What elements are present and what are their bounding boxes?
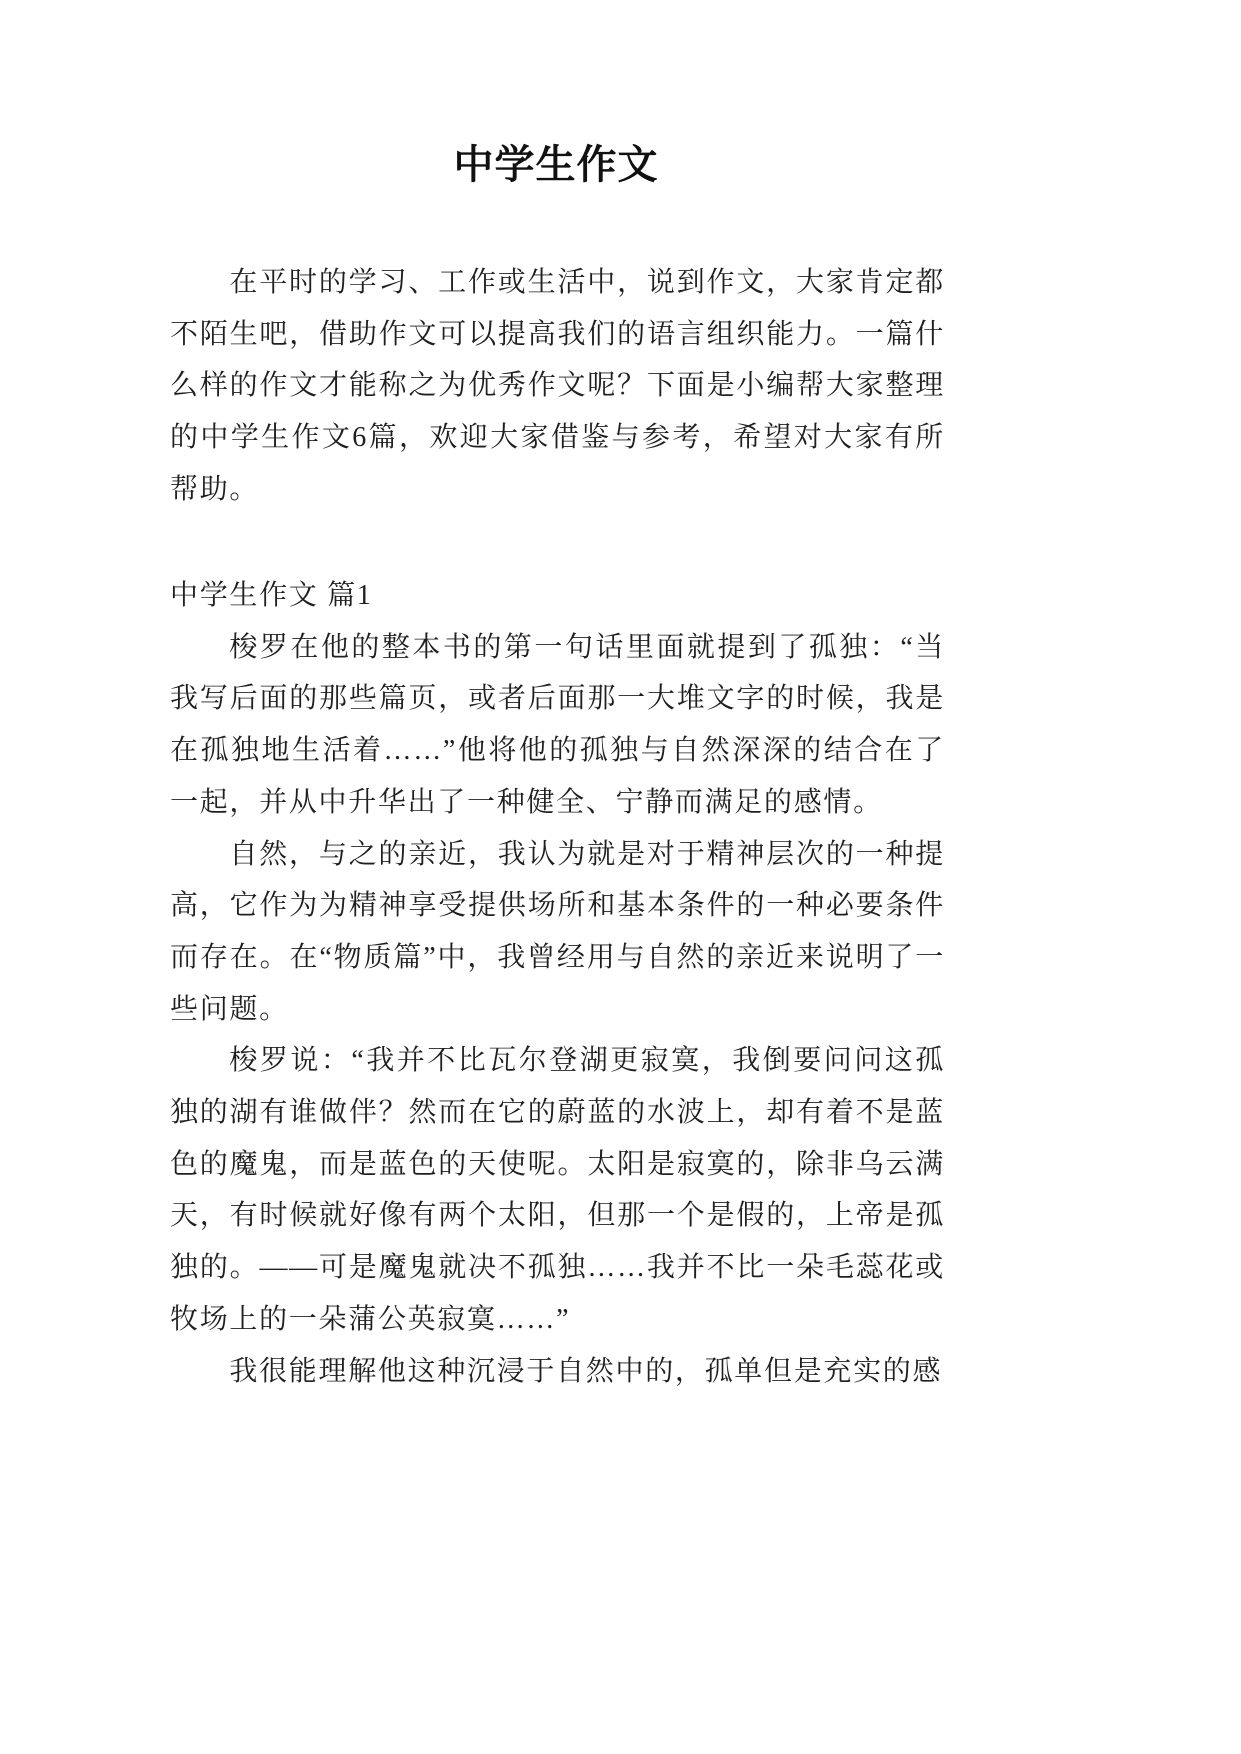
intro-paragraph: 在平时的学习、工作或生活中，说到作文，大家肯定都不陌生吧，借助作文可以提高我们的语言组织能力。一篇什么样的作文才能称之为优秀作文呢？下面是小编帮大家整理的中学生作文6篇，欢迎大家借鉴与参考，希望对大家有所帮助。	[170, 267, 945, 505]
body-paragraph: 梭罗在他的整本书的第一句话里面就提到了孤独：“当我写后面的那些篇页，或者后面那一大堆文字的时候，我是在孤独地生活着……”他将他的孤独与自然深深的结合在了一起，并从中升华出了一种健全、宁静而满足的感情。	[170, 631, 945, 818]
body-paragraph: 我很能理解他这种沉浸于自然中的，孤单但是充实的感	[229, 1355, 943, 1387]
document-body	[170, 257, 945, 1397]
body-paragraph: 自然，与之的亲近，我认为就是对于精神层次的一种提高，它作为为精神享受提供场所和基本条件的一种必要条件而存在。在“物质篇”中，我曾经用与自然的亲近来说明了一些问题。	[170, 838, 945, 1025]
section-heading: 中学生作文 篇1	[170, 580, 373, 612]
essay-section	[170, 570, 945, 1397]
page-title: 中学生作文	[453, 142, 659, 187]
body-paragraph: 梭罗说：“我并不比瓦尔登湖更寂寞，我倒要问问这孤独的湖有谁做伴？然而在它的蔚蓝的水波上，却有着不是蓝色的魔鬼，而是蓝色的天使呢。太阳是寂寞的，除非乌云满天，有时候就好像有两个太阳，但那一个是假的，上帝是孤独的。——可是魔鬼就决不孤独……我并不比一朵毛蕊花或牧场上的一朵蒲公英寂寞……”	[170, 1045, 945, 1335]
